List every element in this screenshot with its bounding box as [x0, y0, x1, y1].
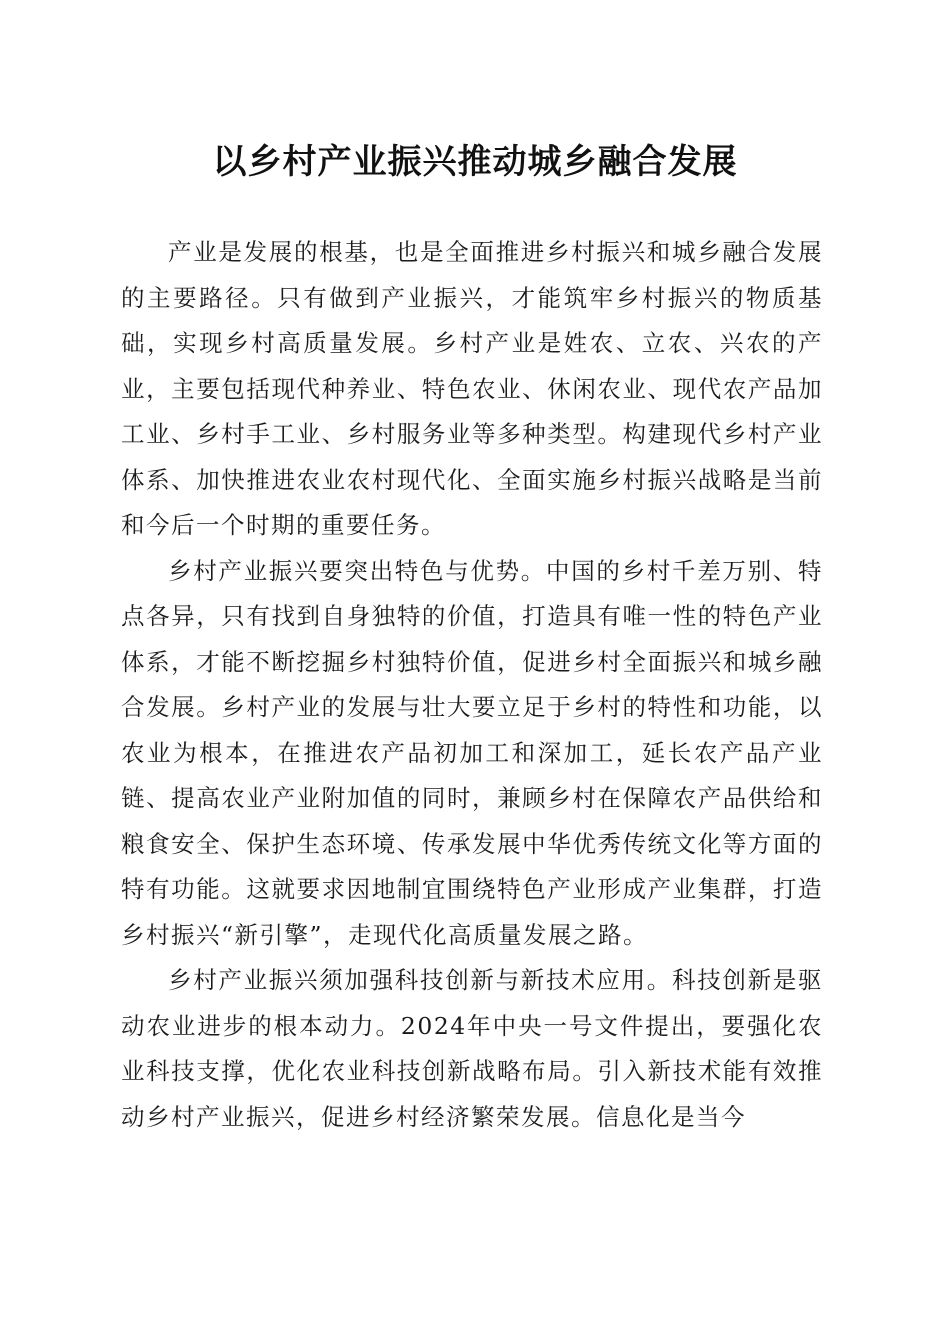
document-body [121, 230, 823, 1140]
paragraph-1: 产业是发展的根基，也是全面推进乡村振兴和城乡融合发展的主要路径。只有做到产业振兴，才能筑牢乡村振兴的物质基础，实现乡村高质量发展。乡村产业是姓农、立农、兴农的产业，主要包括现代种养业、特色农业、休闲农业、现代农产品加工业、乡村手工业、乡村服务业等多种类型。构建现代乡村产业体系、加快推进农业农村现代化、全面实施乡村振兴战略是当前和今后一个时期的重要任务。 [121, 238, 823, 539]
paragraph-2: 乡村产业振兴要突出特色与优势。中国的乡村千差万别、特点各异，只有找到自身独特的价值，打造具有唯一性的特色产业体系，才能不断挖掘乡村独特价值，促进乡村全面振兴和城乡融合发展。乡村产业的发展与壮大要立足于乡村的特性和功能，以农业为根本，在推进农产品初加工和深加工，延长农产品产业链、提高农业产业附加值的同时，兼顾乡村在保障农产品供给和粮食安全、保护生态环境、传承发展中华优秀传统文化等方面的特有功能。这就要求因地制宜围绕特色产业形成产业集群，打造乡村振兴“新引擎”，走现代化高质量发展之路。 [121, 556, 823, 949]
page-title: 以乡村产业振兴推动城乡融合发展 [212, 142, 738, 182]
paragraph-3: 乡村产业振兴须加强科技创新与新技术应用。科技创新是驱动农业进步的根本动力。2024年中央一号文件提出，要强化农业科技支撑，优化农业科技创新战略布局。引入新技术能有效推动乡村产业振兴，促进乡村经济繁荣发展。信息化是当今 [121, 966, 823, 1131]
